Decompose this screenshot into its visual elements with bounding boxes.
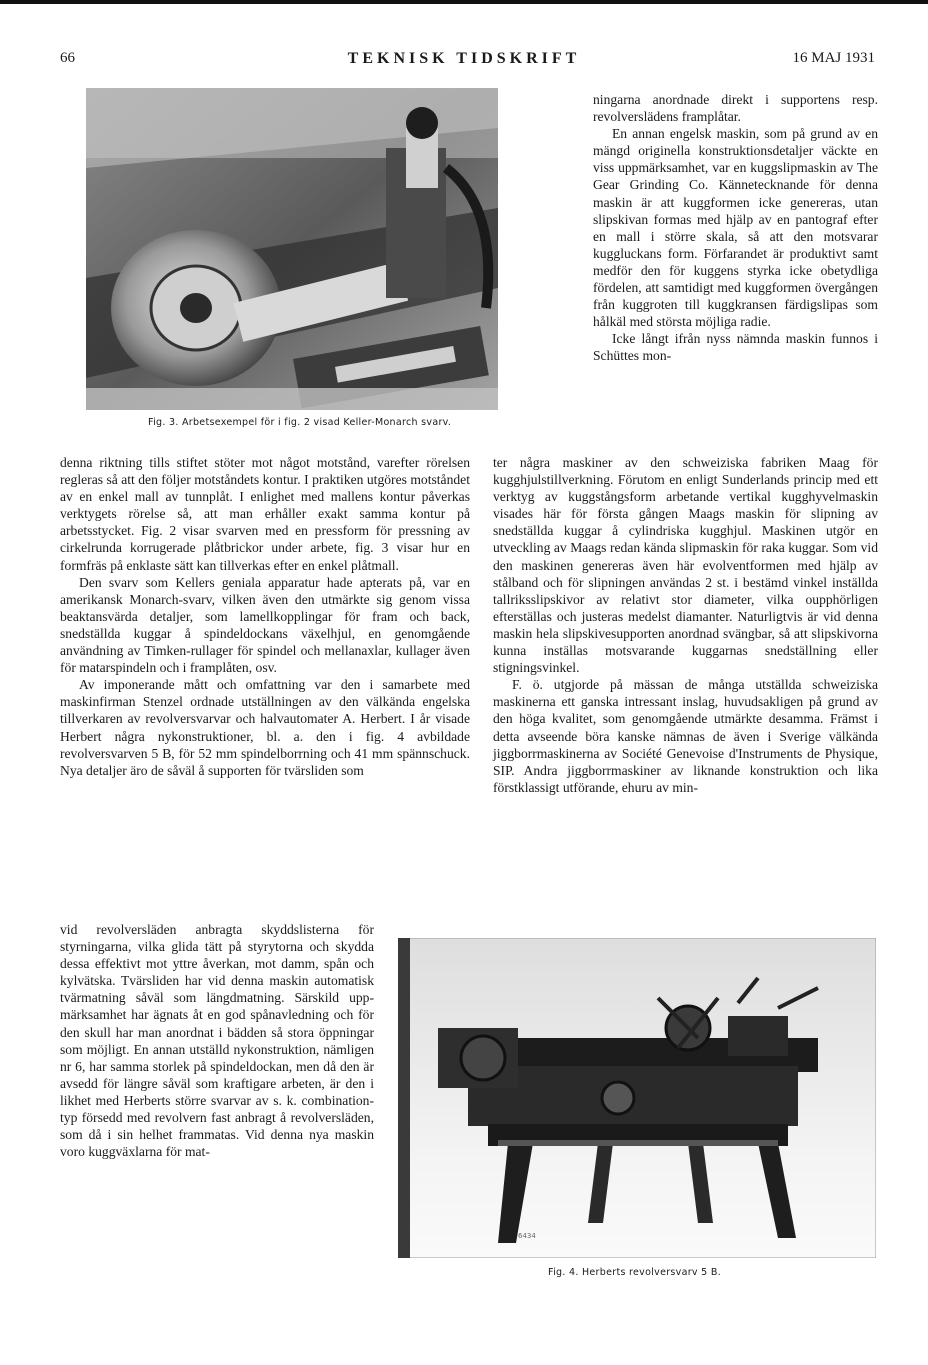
figure-3-photo: [86, 88, 498, 410]
page-top-border: [0, 0, 928, 4]
paragraph: F. ö. utgjorde på mässan de många utställda schweiziska maskinerna ett ganska intressant inslag, huvudsakligen på grund av den höga kvalitet, som genomgående utmärkte desamma. Främst i detta avseende böra kanske nämnas de även i Sverige välkända jiggborrmaskinerna av Société Genevoise d'Instruments de Physique, SIP. Andra jiggborrmaskiner av liknande konstruktion och lika förstklassigt utförande, ehuru av min-: [493, 677, 878, 795]
right-column-text: [493, 454, 878, 796]
paragraph: denna riktning tills stiftet stöter mot något motstånd, varefter rörelsen regleras så att den följer motståndets kontur. I praktiken utgöres motståndet av en enkel mall av tunnplåt. I enlighet med mallens kontur påverkas verktygets rörelse så, att man erhåller exakt samma kontur på arbetsstycket. Fig. 2 visar svarven med en pressform för pressning av cirkelrunda korrugerade plåtbrickor under arbete, fig. 3 visar hur en formfräs på enklaste sätt kan tillverkas efter en enkel plåtmall.: [60, 455, 470, 573]
paragraph: Den svarv som Kellers geniala apparatur hade apterats på, var en amerikansk Monarch-svarv, vilken även den utmärkte sig genom vissa beaktansvärda detaljer, som lamellkopplingar för fram och back, snedställda kuggar å spindeldockans växelhjul, en genomgående användning av Timken-rullager för spindel och mellanaxlar, kullager även för matarspindeln och i framplåten, osv.: [60, 574, 470, 676]
left-narrow-column-text: [60, 921, 374, 1160]
figure-4-photo: [398, 938, 876, 1258]
journal-title: TEKNISK TIDSKRIFT: [347, 50, 581, 67]
figure-4-plate-number: 6434: [518, 1232, 536, 1240]
paragraph: Av imponerande mått och omfattning var den i samarbete med maskinfirman Stenzel ordnade utställningen av den välkända engelska tillverkaren av revolversvarvar och halvautomater A. Herbert. I år visade Herbert några nykonstruktioner, bl. a. den i fig. 4 avbildade revolversvarven 5 B, för 52 mm spindelborrning och 41 mm spännschuck. Nya detaljer äro de såväl å supporten för tvärsliden som: [60, 677, 470, 778]
paragraph: ter några maskiner av den schweiziska fabriken Maag för kugghjulstillverkning. Förutom en enligt Sunderlands princip med ett verktyg av kuggstångsform arbetande vertikal kugghyvelmaskin visades här för första gången Maags maskin för slipning av snedställda kuggar å cylindriska kugghjul. Maskinen utgör en utveckling av Maags redan kända slipmaskin för raka kuggar. Som vid den maskinen genereras även här evolventformen med hjälp av stålband och för slipningen användas 2 st. i bestämd vinkel inställda tallriksslipskivor av relativt stor diameter, vilka oupphörligen efterställas och justeras medelst diamanter. Naturligtvis är vid denna maskin hela slipskivesupporten anordnad svängbar, så att slipskivorna kunna inställas motsvarande kuggarnas snedställning eller stigningsvinkel.: [493, 455, 878, 676]
paragraph: Icke långt ifrån nyss nämnda maskin funnos i Schüttes mon-: [593, 331, 878, 364]
paragraph: ningarna anordnade direkt i supportens resp. revolverslädens framplåtar.: [593, 92, 878, 125]
paragraph: En annan engelsk maskin, som på grund av en mängd originella konstruktionsdetaljer väckte en viss uppmärksamhet, var en kuggslipmaskin av The Gear Grinding Co. Kännetecknande för denna maskin är att kuggformen icke genereras, utan slipskivan formas med hjälp av en pantograf efter en mall i större skala, så att den motsvarar kuggluckans form. Förfarandet är produktivt samt medför den för kuggens styrka icke obetydliga fördelen, att samtidigt med kuggformen övergången från kuggroten till kuggkransen färdigslipas som hålkäl med största möjliga radie.: [593, 126, 878, 330]
page-number: 66: [60, 50, 75, 66]
right-column-top-text: [593, 91, 878, 365]
left-column-text: [60, 454, 470, 779]
issue-date: 16 MAJ 1931: [792, 50, 875, 66]
paragraph: vid revolversläden anbragta skyddslisterna för styrningarna, vilka glida tätt på styrytorna och skydda dessa effektivt mot yttre åverkan, mot damm, spån och kylvätska. Tvärsliden har vid denna maskin automatisk tvärmatning såväl som längdmatning. Särskild uppmärksamhet har ägnats åt en god spånavledning och för den skull har man anordnat i bädden så stora öppningar som möjligt. En annan utställd nykonstruktion, nämligen nr 6, har samma storlek på spindeldockan, men då den är avsedd för längre såväl som kraftigare arbeten, är den i likhet med Herberts större svarvar av s. k. combination-typ försedd med revolvern fast anbragt å revolversläden, som då i sin helhet frammatas. Vid denna nya maskin voro kuggväxlarna för mat-: [60, 922, 374, 1160]
figure-4-caption: Fig. 4. Herberts revolversvarv 5 B.: [548, 1267, 721, 1278]
figure-3-caption: Fig. 3. Arbetsexempel för i fig. 2 visad Keller-Monarch svarv.: [148, 417, 452, 428]
